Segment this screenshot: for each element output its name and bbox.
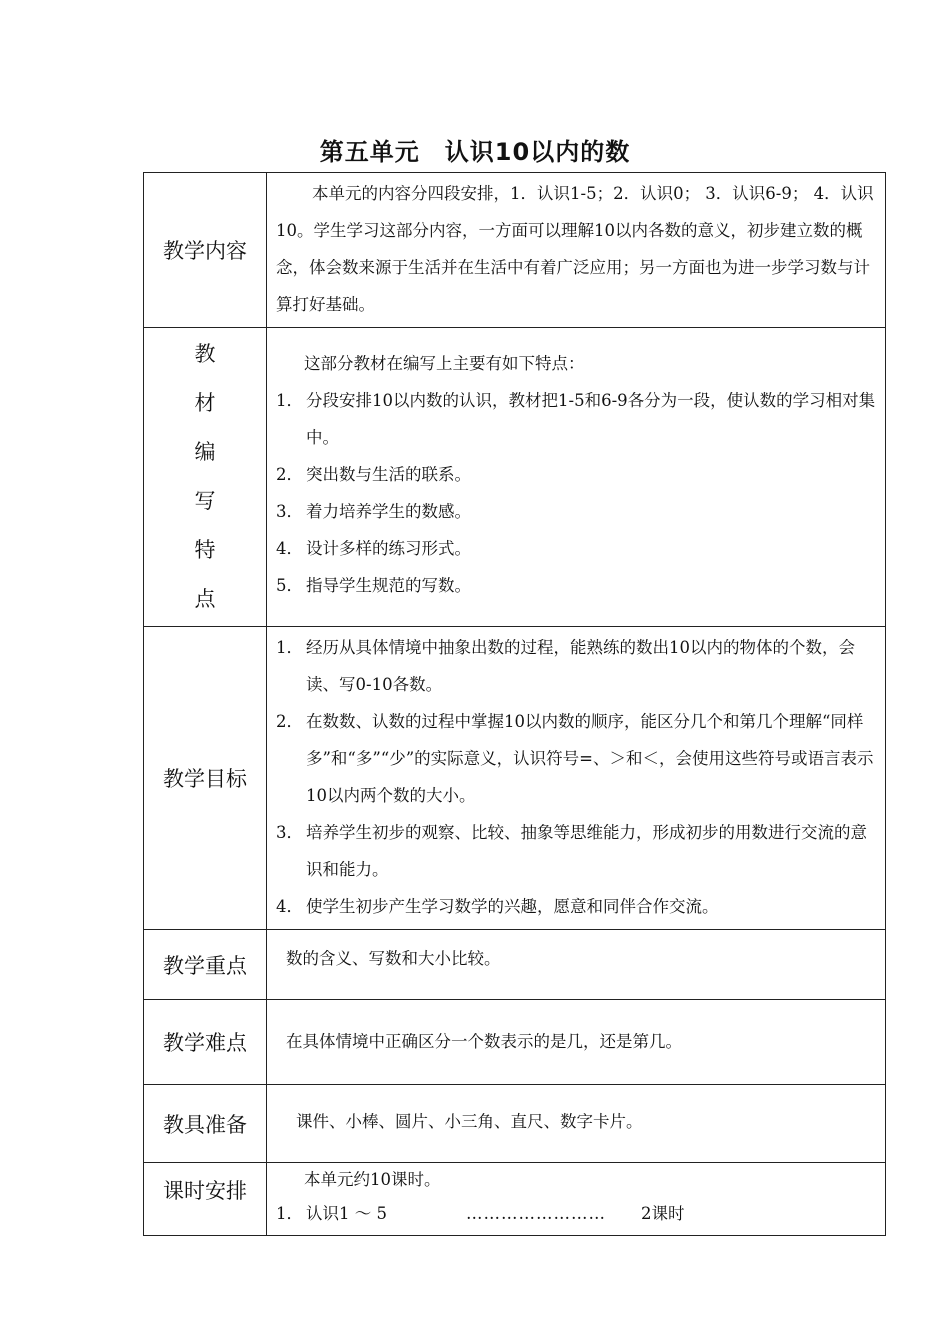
label-char: 教 bbox=[194, 342, 216, 366]
list-item: 5． 指导学生规范的写数。 bbox=[276, 576, 471, 595]
label-schedule: 课时安排 bbox=[144, 1163, 267, 1236]
row-schedule bbox=[144, 1163, 886, 1236]
list-item: 1． 认识1 ～ 5 …………………… 2课时 bbox=[276, 1204, 685, 1223]
lesson-plan-table bbox=[143, 172, 886, 1236]
row-key-points bbox=[144, 930, 886, 1000]
cell-teaching-goals bbox=[267, 627, 886, 930]
difficulties-text: 在具体情境中正确区分一个数表示的是几，还是第几。 bbox=[286, 1031, 682, 1051]
label-teaching-content: 教学内容 bbox=[144, 173, 267, 328]
cell-schedule bbox=[267, 1163, 886, 1236]
row-material-features bbox=[144, 328, 886, 627]
label-char: 编 bbox=[194, 440, 216, 464]
row-teaching-content bbox=[144, 173, 886, 328]
key-points-text: 数的含义、写数和大小比较。 bbox=[286, 949, 501, 968]
row-materials bbox=[144, 1085, 886, 1163]
label-char: 材 bbox=[194, 391, 216, 415]
list-item: 4． 设计多样的练习形式。 bbox=[276, 539, 471, 558]
label-char: 写 bbox=[194, 489, 216, 513]
cell-materials bbox=[267, 1085, 886, 1163]
list-item: 1． 经历从具体情境中抽象出数的过程，能熟练的数出10以内的物体的个数，会读、写0-10各数。 bbox=[276, 638, 855, 694]
list-item: 2． 突出数与生活的联系。 bbox=[276, 465, 471, 484]
label-key-points: 教学重点 bbox=[144, 930, 267, 1000]
cell-teaching-content bbox=[267, 173, 886, 328]
list-item: 4． 使学生初步产生学习数学的兴趣，愿意和同伴合作交流。 bbox=[276, 897, 719, 916]
materials-text: 课件、小棒、圆片、小三角、直尺、数字卡片。 bbox=[296, 1112, 643, 1131]
label-difficulties: 教学难点 bbox=[144, 1000, 267, 1085]
cell-difficulties bbox=[267, 1000, 886, 1085]
features-intro: 这部分教材在编写上主要有如下特点： bbox=[304, 354, 585, 373]
label-char: 点 bbox=[194, 587, 216, 611]
teaching-content-text: 本单元的内容分四段安排，1．认识1-5；2．认识0； 3．认识6-9； 4．认识10。学生学习这部分内容，一方面可以理解10以内各数的意义，初步建立数的概念，体会数来源于生活并在生活中有着广泛应用；另一方面也为进一步学习数与计算打好基础。 bbox=[276, 184, 874, 314]
list-item: 3． 着力培养学生的数感。 bbox=[276, 502, 471, 521]
list-item: 3． 培养学生初步的观察、比较、抽象等思维能力，形成初步的用数进行交流的意识和能力。 bbox=[276, 823, 867, 879]
list-item: 2． 在数数、认数的过程中掌握10以内数的顺序，能区分几个和第几个理解“同样多”和“多”“少”的实际意义，认识符号=、＞和＜，会使用这些符号或语言表示10以内两个数的大小。 bbox=[276, 712, 874, 805]
label-material-features bbox=[144, 328, 267, 627]
label-char: 特 bbox=[194, 538, 216, 562]
schedule-intro: 本单元约10课时。 bbox=[304, 1170, 441, 1189]
cell-key-points bbox=[267, 930, 886, 1000]
row-teaching-goals bbox=[144, 627, 886, 930]
list-item: 1． 分段安排10以内数的认识，教材把1-5和6-9各分为一段，使认数的学习相对集中。 bbox=[276, 391, 876, 447]
row-difficulties bbox=[144, 1000, 886, 1085]
label-materials: 教具准备 bbox=[144, 1085, 267, 1163]
label-teaching-goals: 教学目标 bbox=[144, 627, 267, 930]
page-title: 第五单元 认识10以内的数 bbox=[319, 138, 631, 166]
cell-material-features bbox=[267, 328, 886, 627]
